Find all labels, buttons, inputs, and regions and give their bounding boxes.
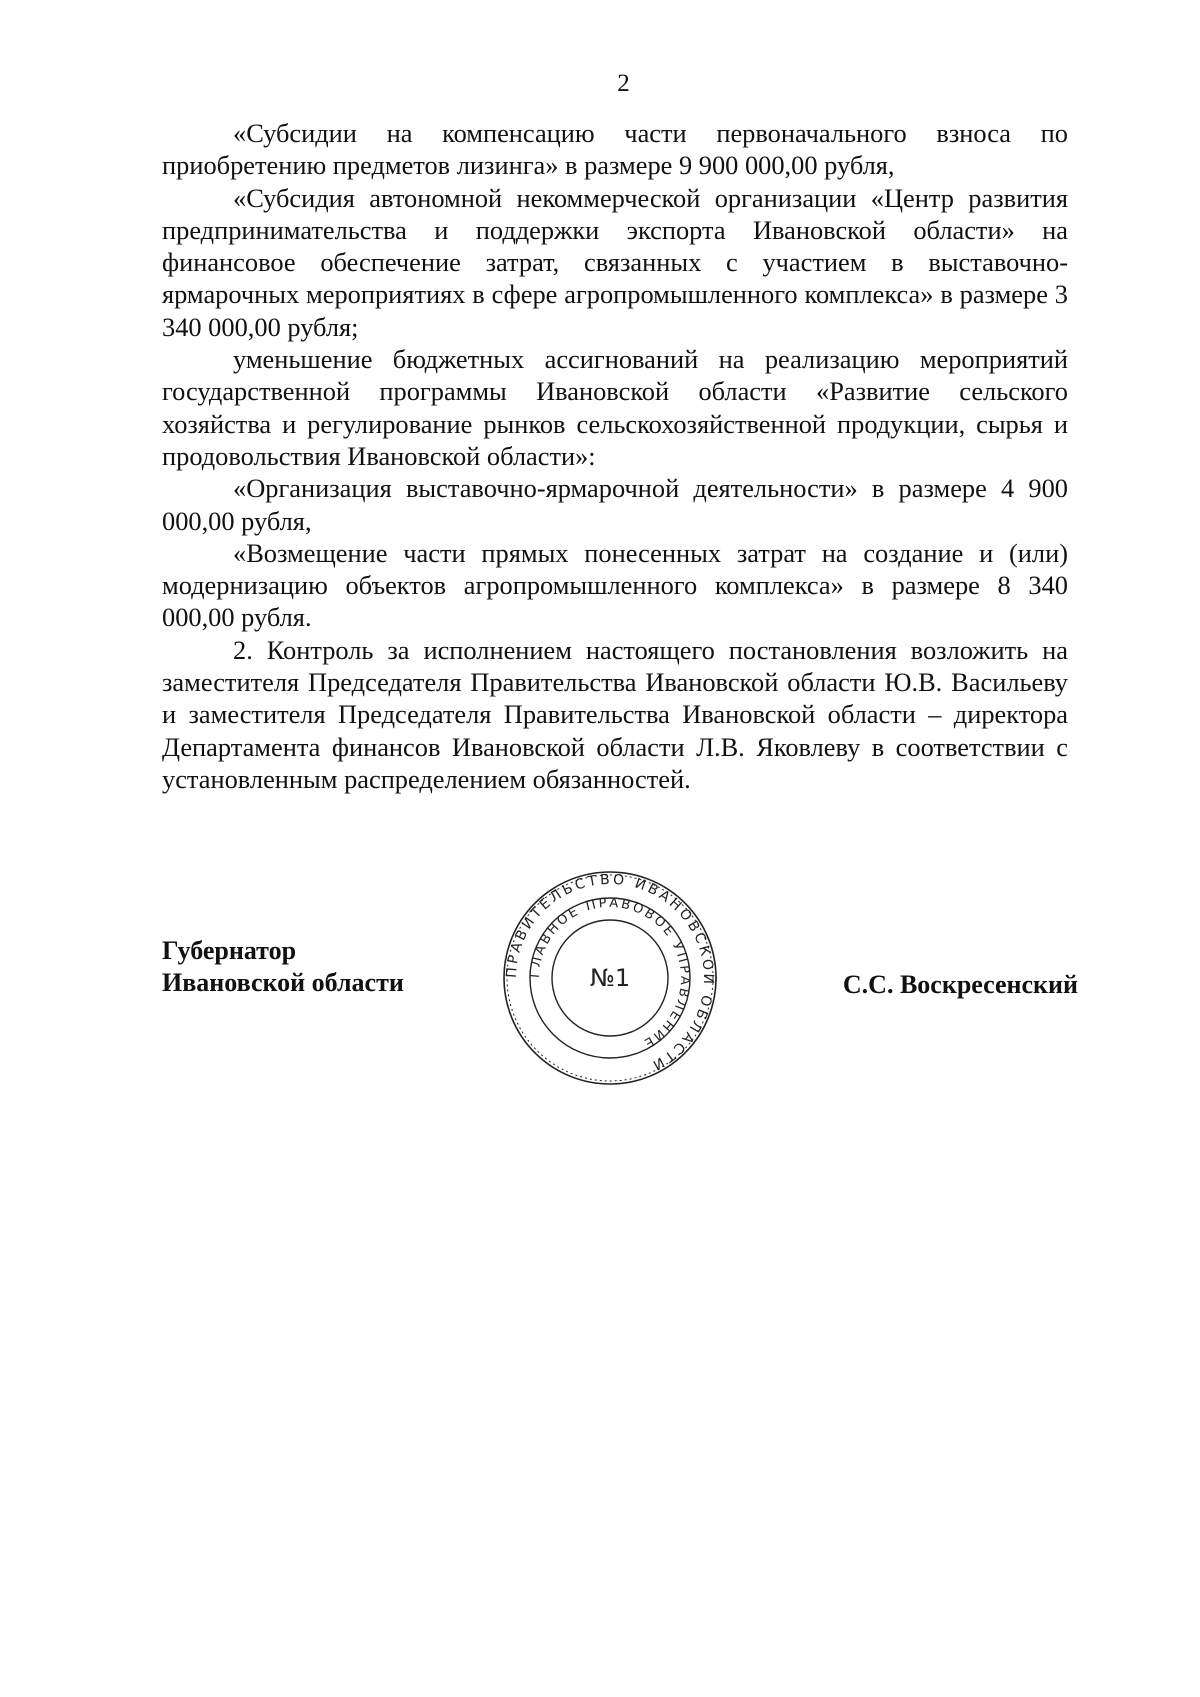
document-body (162, 117, 1068, 795)
paragraph: «Субсидия автономной некоммерческой организации «Центр развития предпринимательства и поддержки экспорта Ивановской области» на финансовое обеспечение затрат, связанных с участием в выставочно-ярмарочных мероприятиях в сфере агропромышленного комплекса» в размере 3 340 000,00 рубля; (162, 182, 1068, 342)
paragraph: уменьшение бюджетных ассигнований на реализацию мероприятий государственной программы Ивановской области «Развитие сельского хозяйства и регулирование рынков сельскохозяйственной продукции, сырья и продовольствия Ивановской области»: (162, 344, 1068, 471)
stamp-number: №1 (589, 964, 631, 992)
paragraph: «Возмещение части прямых понесенных затрат на создание и (или) модернизацию объектов агропромышленного комплекса» в размере 8 340 000,00 рубля. (162, 537, 1068, 633)
paragraph: 2. Контроль за исполнением настоящего постановления возложить на заместителя Председателя Правительства Ивановской области Ю.В. Васильеву и заместителя Председателя Правительства Ивановской области – директора Департамента финансов Ивановской области Л.В. Яковлеву в соответствии с установленным распределением обязанностей. (162, 634, 1068, 794)
paragraph: «Субсидии на компенсацию части первоначального взноса по приобретению предметов лизинга» в размере 9 900 000,00 рубля, (162, 118, 1068, 181)
official-stamp (500, 868, 720, 1088)
signatory-title-line: Ивановской области (162, 968, 404, 997)
stamp-seal (500, 868, 720, 1088)
paragraph: «Организация выставочно-ярмарочной деятельности» в размере 4 900 000,00 рубля, (162, 473, 1068, 536)
stamp-outer-text: ПРАВИТЕЛЬСТВО ИВАНОВСКОЙ ОБЛАСТИ (503, 871, 717, 1075)
signatory-name: С.С. Воскресенский (842, 970, 1078, 999)
signatory-title-line: Губернатор (162, 936, 297, 965)
signatory-title (162, 935, 404, 999)
stamp-inner-text: ГЛАВНОЕ ПРАВОВОЕ УПРАВЛЕНИЕ (527, 895, 693, 1052)
page-number: 2 (617, 70, 630, 97)
